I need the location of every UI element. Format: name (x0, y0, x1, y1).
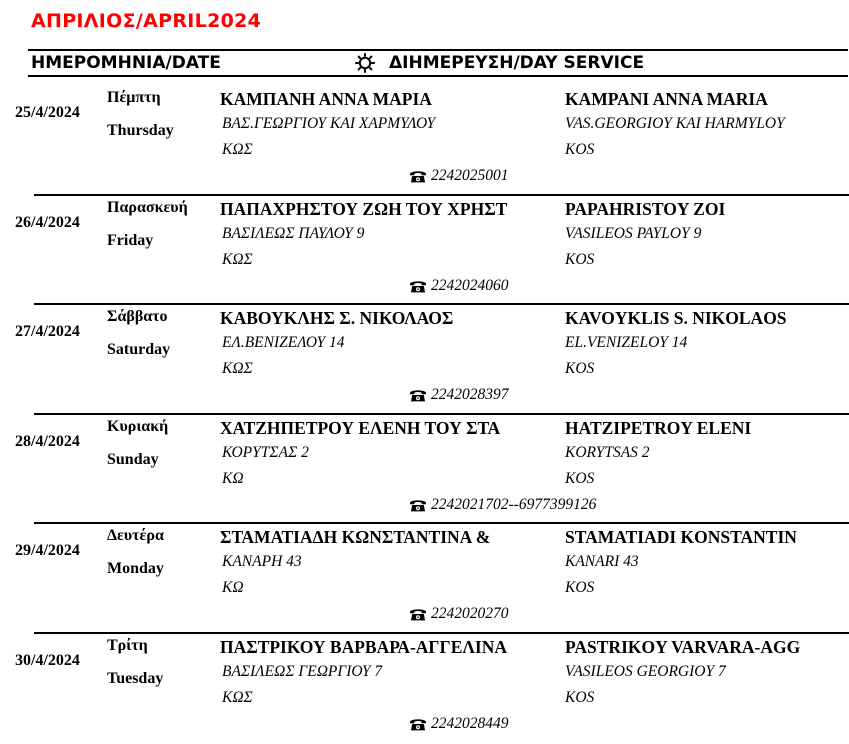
pharmacy-name-greek: ΠΑΠΑΧΡΗΣΤΟΥ ΖΩΗ ΤΟΥ ΧΡΗΣΤ (220, 198, 508, 219)
sun-icon (355, 53, 375, 73)
day-name-greek: Τρίτη (107, 637, 148, 654)
pharmacy-entry (0, 415, 849, 525)
city-greek: ΚΩΣ (222, 360, 253, 378)
address-greek: ΚΟΡΥΤΣΑΣ 2 (222, 443, 309, 461)
entry-date: 29/4/2024 (15, 542, 80, 560)
pharmacy-entry (0, 634, 849, 744)
phone-icon (409, 498, 427, 512)
address-english: KORYTSAS 2 (565, 443, 650, 461)
city-greek: ΚΩΣ (222, 250, 253, 268)
day-name-english: Friday (107, 231, 154, 249)
address-greek: ΒΑΣΙΛΕΩΣ ΓΕΩΡΓΙΟΥ 7 (222, 663, 383, 680)
phone (409, 386, 509, 404)
city-english: KOS (565, 579, 595, 597)
city-greek: ΚΩΣ (222, 689, 253, 706)
pharmacy-name-greek: ΠΑΣΤΡΙΚΟΥ ΒΑΡΒΑΡΑ-ΑΓΓΕΛΙΝΑ (220, 637, 507, 657)
day-name-greek: Κυριακή (107, 417, 169, 435)
pharmacy-entry (0, 86, 849, 196)
phone-number: 2242024060 (431, 276, 509, 294)
row-separator (34, 413, 849, 415)
entry-date: 30/4/2024 (15, 652, 80, 669)
phone (409, 605, 509, 623)
pharmacy-name-english: STAMATIADI KONSTANTIN (565, 527, 797, 548)
address-greek: ΒΑΣ.ΓΕΩΡΓΙΟΥ ΚΑΙ ΧΑΡΜΥΛΟΥ (222, 115, 436, 132)
pharmacy-entry (0, 524, 849, 634)
address-english: VASILEOS GEORGIOY 7 (565, 663, 726, 680)
phone (409, 277, 509, 295)
row-separator (34, 194, 849, 196)
pharmacy-name-english: KAVOYKLIS S. NIKOLAOS (565, 308, 787, 329)
address-greek: ΚΑΝΑΡΗ 43 (222, 553, 302, 571)
pharmacy-name-english: PAPAHRISTOY ZOI (565, 198, 726, 219)
day-name-english: Monday (107, 560, 164, 578)
phone-number: 2242021702--6977399126 (431, 495, 597, 513)
city-english: KOS (565, 469, 595, 487)
pharmacy-entry (0, 305, 849, 415)
date-column-header: ΗΜΕΡΟΜΗΝΙΑ/DATE (31, 53, 221, 73)
row-separator (34, 303, 849, 305)
day-name-english: Thursday (107, 122, 174, 139)
day-name-english: Sunday (107, 450, 159, 468)
row-separator (34, 632, 849, 634)
day-name-greek: Πέμπτη (107, 89, 161, 106)
pharmacy-name-english: KAMPANI ANNA MARIA (565, 89, 768, 109)
address-english: EL.VENIZELOY 14 (565, 334, 688, 352)
service-label: ΔΙΗΜΕΡΕΥΣΗ/DAY SERVICE (389, 53, 645, 73)
phone-icon (409, 279, 427, 293)
phone (409, 167, 509, 185)
day-name-greek: Σάββατο (107, 308, 168, 326)
phone-number: 2242028449 (431, 715, 509, 732)
city-greek: ΚΩ (222, 469, 244, 487)
address-greek: ΒΑΣΙΛΕΩΣ ΠΑΥΛΟΥ 9 (222, 224, 365, 242)
pharmacy-name-greek: ΚΑΒΟΥΚΛΗΣ Σ. ΝΙΚΟΛΑΟΣ (220, 308, 454, 329)
pharmacy-entry (0, 196, 849, 306)
phone (409, 715, 509, 733)
entry-date: 27/4/2024 (15, 323, 80, 341)
address-greek: ΕΛ.ΒΕΝΙΖΕΛΟΥ 14 (222, 334, 345, 352)
pharmacy-name-greek: ΚΑΜΠΑΝΗ ΑΝΝΑ ΜΑΡΙΑ (220, 89, 432, 109)
phone (409, 496, 596, 514)
phone-number: 2242028397 (431, 386, 509, 404)
city-english: KOS (565, 360, 595, 378)
table-header (28, 49, 848, 77)
city-greek: ΚΩ (222, 579, 244, 597)
pharmacy-name-english: HATZIPETROY ELENI (565, 417, 752, 438)
phone-number: 2242020270 (431, 605, 509, 623)
phone-icon (409, 607, 427, 621)
pharmacy-name-greek: ΣΤΑΜΑΤΙΑΔΗ ΚΩΝΣΤΑΝΤΙΝΑ & (220, 527, 491, 548)
service-column-header (355, 53, 644, 73)
day-name-english: Tuesday (107, 670, 164, 687)
city-english: KOS (565, 689, 595, 706)
phone-icon (409, 717, 427, 731)
city-english: KOS (565, 250, 595, 268)
address-english: KANARI 43 (565, 553, 639, 571)
phone-number: 2242025001 (431, 167, 509, 184)
entry-date: 25/4/2024 (15, 104, 80, 121)
pharmacy-name-greek: ΧΑΤΖΗΠΕΤΡΟΥ ΕΛΕΝΗ ΤΟΥ ΣΤΑ (220, 417, 501, 438)
page-title: ΑΠΡΙΛΙΟΣ/APRIL2024 (31, 10, 262, 32)
city-greek: ΚΩΣ (222, 141, 253, 158)
phone-icon (409, 388, 427, 402)
address-english: VAS.GEORGIOY KAI HARMYLOY (565, 115, 785, 132)
day-name-greek: Δευτέρα (107, 527, 164, 545)
address-english: VASILEOS PAYLOY 9 (565, 224, 702, 242)
entry-date: 26/4/2024 (15, 213, 80, 231)
phone-icon (409, 169, 427, 183)
pharmacy-name-english: PASTRIKOY VARVARA-AGG (565, 637, 801, 657)
city-english: KOS (565, 141, 595, 158)
entry-date: 28/4/2024 (15, 432, 80, 450)
day-name-english: Saturday (107, 341, 171, 359)
day-name-greek: Παρασκευή (107, 198, 188, 216)
row-separator (34, 522, 849, 524)
